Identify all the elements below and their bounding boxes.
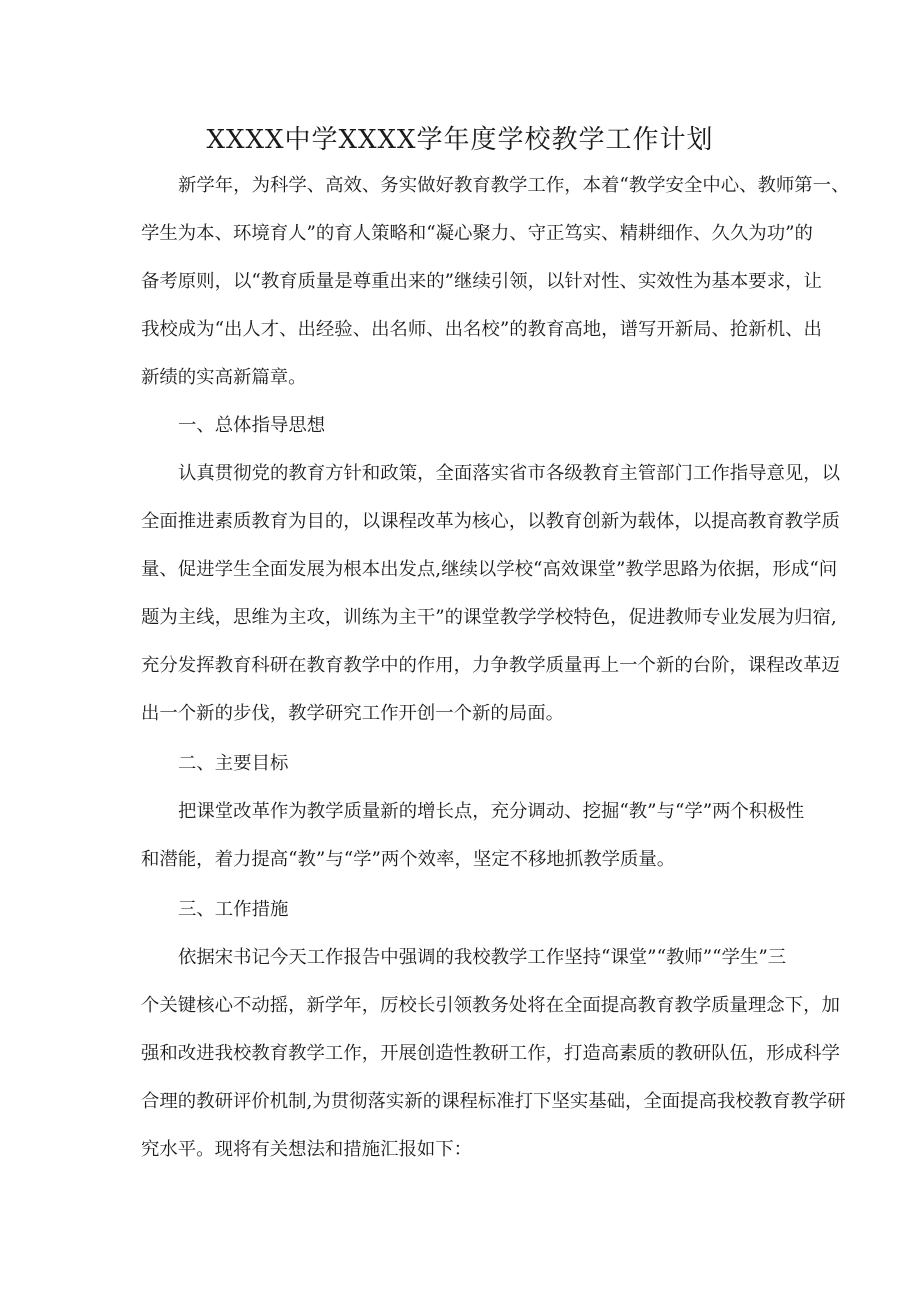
section3-line: 强和改进我校教育教学工作，开展创造性教研工作，打造高素质的教研队伍，形成科学 [141, 1043, 840, 1064]
section3-line: 究水平。现将有关想法和措施汇报如下： [141, 1139, 473, 1160]
intro-line: 新绩的实高新篇章。 [141, 367, 307, 388]
section3-line: 个关键核心不动摇，新学年，厉校长引领教务处将在全面提高教育教学质量理念下，加 [141, 995, 840, 1016]
section1-line: 量、促进学生全面发展为根本出发点,继续以学校“高效课堂”教学思路为依据，形成“问 [141, 559, 838, 580]
intro-line: 学生为本、环境育人”的育人策略和“凝心聚力、守正笃实、精耕细作、久久为功”的 [141, 223, 813, 244]
section3-line: 合理的教研评价机制,为贯彻落实新的课程标准打下坚实基础，全面提高我校教育教学研 [141, 1091, 846, 1112]
section1-line: 全面推进素质教育为目的，以课程改革为核心，以教育创新为载体，以提高教育教学质 [141, 511, 840, 532]
section2-line: 把课堂改革作为教学质量新的增长点，充分调动、挖掘“教”与“学”两个积极性 [178, 801, 805, 822]
section-heading: 三、工作措施 [178, 899, 289, 920]
section-heading: 一、总体指导思想 [178, 415, 326, 436]
section1-line: 出一个新的步伐，教学研究工作开创一个新的局面。 [141, 703, 564, 724]
section1-line: 题为主线，思维为主攻，训练为主干”的课堂教学学校特色，促进教师专业发展为归宿, [141, 607, 837, 628]
section1-line: 充分发挥教育科研在教育教学中的作用，力争教学质量再上一个新的台阶，课程改革迈 [141, 655, 840, 676]
section-heading: 二、主要目标 [178, 753, 289, 774]
document-title: XXXX中学XXXX学年度学校教学工作计划 [206, 125, 714, 155]
intro-line: 新学年，为科学、高效、务实做好教育教学工作，本着“教学安全中心、教师第一、 [178, 175, 850, 196]
section1-line: 认真贯彻党的教育方针和政策，全面落实省市各级教育主管部门工作指导意见，以 [178, 463, 841, 484]
section2-line: 和潜能，着力提高“教”与“学”两个效率，坚定不移地抓教学质量。 [141, 849, 676, 870]
section3-line: 依据宋书记今天工作报告中强调的我校教学工作坚持“课堂”“教师”“学生”三 [178, 947, 787, 968]
intro-line: 我校成为“出人才、出经验、出名师、出名校”的教育高地，谱写开新局、抢新机、出 [141, 319, 822, 340]
intro-line: 备考原则，以“教育质量是尊重出来的”继续引领，以针对性、实效性为基本要求，让 [141, 271, 822, 292]
